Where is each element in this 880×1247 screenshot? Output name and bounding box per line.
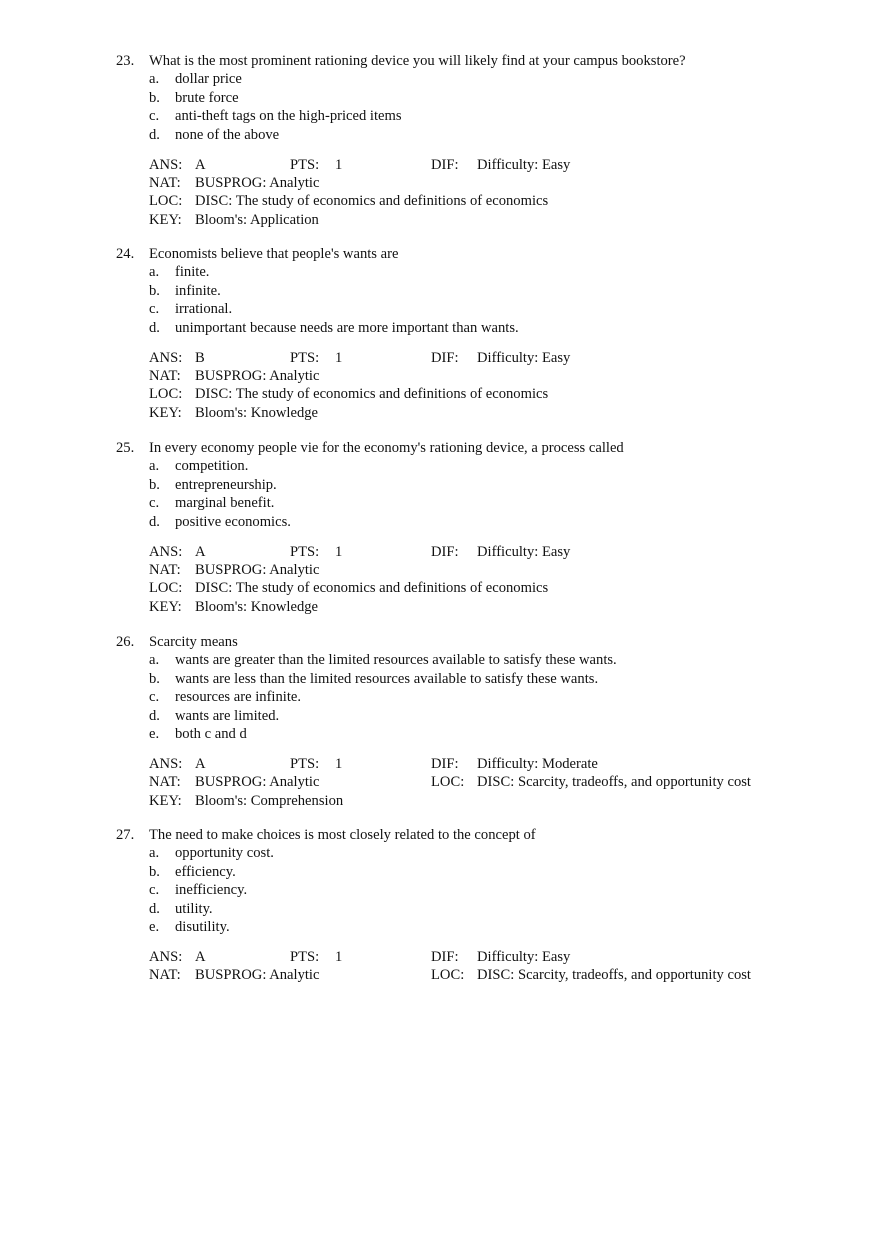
- loc-meta-row: [116, 192, 816, 210]
- loc-label: LOC:: [149, 580, 183, 597]
- loc-value: DISC: The study of economics and definitions of economics: [195, 193, 549, 210]
- ans-value: A: [195, 948, 206, 965]
- option-text: finite.: [175, 264, 210, 281]
- option-text: infinite.: [175, 282, 221, 299]
- nat-value: BUSPROG: Analytic: [195, 561, 320, 578]
- question-number: 24.: [116, 246, 135, 262]
- nat-meta-row: [116, 367, 816, 385]
- option-b: [116, 89, 816, 107]
- nat-loc-meta-row: [116, 966, 816, 984]
- ans-label: ANS:: [149, 755, 183, 772]
- key-meta-row: [116, 792, 816, 810]
- nat-label: NAT:: [149, 367, 181, 384]
- option-text: unimportant because needs are more important than wants.: [175, 319, 519, 336]
- nat-meta-row: [116, 174, 816, 192]
- option-c: [116, 494, 816, 512]
- option-text: wants are greater than the limited resources available to satisfy these wants.: [175, 652, 617, 669]
- key-label: KEY:: [149, 211, 182, 228]
- key-meta-row: [116, 598, 816, 616]
- option-letter: b.: [149, 476, 160, 493]
- ans-label: ANS:: [149, 156, 183, 173]
- nat-label: NAT:: [149, 174, 181, 191]
- pts-label: PTS:: [290, 755, 320, 772]
- option-letter: c.: [149, 108, 160, 125]
- dif-value: Difficulty: Easy: [477, 349, 571, 366]
- answer-meta-row: [116, 755, 816, 773]
- key-value: Bloom's: Application: [195, 211, 319, 228]
- option-text: entrepreneurship.: [175, 476, 277, 493]
- loc-label: LOC:: [431, 967, 465, 984]
- option-d: [116, 900, 816, 918]
- option-letter: a.: [149, 264, 160, 281]
- ans-label: ANS:: [149, 948, 183, 965]
- question-text: What is the most prominent rationing device you will likely find at your campus bookstore?: [149, 53, 686, 69]
- option-text: efficiency.: [175, 863, 236, 880]
- option-letter: e.: [149, 918, 160, 935]
- key-label: KEY:: [149, 404, 182, 421]
- option-c: [116, 688, 816, 706]
- answer-meta-row: [116, 948, 816, 966]
- question-number: 25.: [116, 440, 135, 456]
- loc-value: DISC: The study of economics and definitions of economics: [195, 580, 549, 597]
- key-value: Bloom's: Knowledge: [195, 404, 319, 421]
- nat-value: BUSPROG: Analytic: [195, 367, 320, 384]
- loc-meta-row: [116, 579, 816, 597]
- question-number: 26.: [116, 634, 135, 650]
- question-27: [116, 826, 816, 985]
- nat-value: BUSPROG: Analytic: [195, 774, 320, 791]
- option-text: anti-theft tags on the high-priced items: [175, 108, 402, 125]
- question-text: In every economy people vie for the economy's rationing device, a process called: [149, 440, 624, 456]
- option-letter: d.: [149, 513, 160, 530]
- option-text: wants are limited.: [175, 707, 280, 724]
- option-c: [116, 107, 816, 125]
- option-text: competition.: [175, 458, 249, 475]
- option-d: [116, 319, 816, 337]
- option-text: positive economics.: [175, 513, 291, 530]
- answer-meta-row: [116, 156, 816, 174]
- loc-label: LOC:: [431, 774, 465, 791]
- key-meta-row: [116, 211, 816, 229]
- question-26: [116, 633, 816, 810]
- key-label: KEY:: [149, 598, 182, 615]
- option-text: resources are infinite.: [175, 689, 302, 706]
- pts-value: 1: [335, 948, 343, 965]
- option-text: dollar price: [175, 71, 242, 88]
- option-letter: d.: [149, 707, 160, 724]
- nat-value: BUSPROG: Analytic: [195, 967, 320, 984]
- nat-loc-meta-row: [116, 773, 816, 791]
- option-text: opportunity cost.: [175, 845, 274, 862]
- option-text: inefficiency.: [175, 882, 248, 899]
- loc-value: DISC: Scarcity, tradeoffs, and opportunity cost: [477, 967, 751, 984]
- option-text: brute force: [175, 89, 239, 106]
- pts-label: PTS:: [290, 543, 320, 560]
- dif-label: DIF:: [431, 156, 459, 173]
- option-letter: a.: [149, 71, 160, 88]
- key-meta-row: [116, 404, 816, 422]
- ans-label: ANS:: [149, 543, 183, 560]
- pts-value: 1: [335, 755, 343, 772]
- ans-value: A: [195, 156, 206, 173]
- option-text: irrational.: [175, 301, 233, 318]
- option-e: [116, 725, 816, 743]
- loc-value: DISC: Scarcity, tradeoffs, and opportunity cost: [477, 774, 751, 791]
- option-b: [116, 863, 816, 881]
- dif-value: Difficulty: Easy: [477, 543, 571, 560]
- option-letter: b.: [149, 282, 160, 299]
- option-text: none of the above: [175, 126, 280, 143]
- option-text: both c and d: [175, 725, 247, 742]
- question-24: [116, 245, 816, 422]
- question-text: Scarcity means: [149, 634, 238, 650]
- pts-value: 1: [335, 349, 343, 366]
- pts-value: 1: [335, 156, 343, 173]
- pts-value: 1: [335, 543, 343, 560]
- option-c: [116, 881, 816, 899]
- question-text: Economists believe that people's wants are: [149, 246, 399, 262]
- option-a: [116, 263, 816, 281]
- option-d: [116, 126, 816, 144]
- loc-label: LOC:: [149, 386, 183, 403]
- option-letter: b.: [149, 863, 160, 880]
- ans-value: A: [195, 543, 206, 560]
- ans-value: A: [195, 755, 206, 772]
- option-d: [116, 707, 816, 725]
- option-letter: b.: [149, 670, 160, 687]
- loc-value: DISC: The study of economics and definitions of economics: [195, 386, 549, 403]
- option-letter: a.: [149, 652, 160, 669]
- key-label: KEY:: [149, 792, 182, 809]
- dif-value: Difficulty: Moderate: [477, 755, 598, 772]
- option-text: disutility.: [175, 918, 230, 935]
- key-value: Bloom's: Comprehension: [195, 792, 344, 809]
- option-letter: b.: [149, 89, 160, 106]
- nat-label: NAT:: [149, 774, 181, 791]
- key-value: Bloom's: Knowledge: [195, 598, 319, 615]
- loc-label: LOC:: [149, 193, 183, 210]
- option-a: [116, 70, 816, 88]
- option-letter: c.: [149, 689, 160, 706]
- option-text: marginal benefit.: [175, 495, 275, 512]
- pts-label: PTS:: [290, 156, 320, 173]
- dif-value: Difficulty: Easy: [477, 156, 571, 173]
- nat-meta-row: [116, 561, 816, 579]
- option-a: [116, 844, 816, 862]
- option-b: [116, 282, 816, 300]
- option-letter: a.: [149, 458, 160, 475]
- option-letter: d.: [149, 126, 160, 143]
- option-text: utility.: [175, 900, 213, 917]
- dif-label: DIF:: [431, 349, 459, 366]
- ans-label: ANS:: [149, 349, 183, 366]
- option-letter: a.: [149, 845, 160, 862]
- pts-label: PTS:: [290, 349, 320, 366]
- option-letter: d.: [149, 319, 160, 336]
- question-25: [116, 439, 816, 616]
- option-letter: e.: [149, 725, 160, 742]
- pts-label: PTS:: [290, 948, 320, 965]
- question-text: The need to make choices is most closely related to the concept of: [149, 827, 536, 843]
- option-letter: c.: [149, 301, 160, 318]
- option-e: [116, 918, 816, 936]
- dif-label: DIF:: [431, 755, 459, 772]
- option-letter: c.: [149, 882, 160, 899]
- dif-value: Difficulty: Easy: [477, 948, 571, 965]
- dif-label: DIF:: [431, 543, 459, 560]
- question-number: 23.: [116, 53, 135, 69]
- option-letter: c.: [149, 495, 160, 512]
- nat-label: NAT:: [149, 967, 181, 984]
- answer-meta-row: [116, 349, 816, 367]
- ans-value: B: [195, 349, 205, 366]
- dif-label: DIF:: [431, 948, 459, 965]
- answer-meta-row: [116, 543, 816, 561]
- option-a: [116, 651, 816, 669]
- option-b: [116, 476, 816, 494]
- option-a: [116, 457, 816, 475]
- loc-meta-row: [116, 385, 816, 403]
- option-letter: d.: [149, 900, 160, 917]
- option-c: [116, 300, 816, 318]
- nat-value: BUSPROG: Analytic: [195, 174, 320, 191]
- option-d: [116, 513, 816, 531]
- nat-label: NAT:: [149, 561, 181, 578]
- option-b: [116, 670, 816, 688]
- question-23: [116, 52, 816, 229]
- option-text: wants are less than the limited resources available to satisfy these wants.: [175, 670, 599, 687]
- question-number: 27.: [116, 827, 135, 843]
